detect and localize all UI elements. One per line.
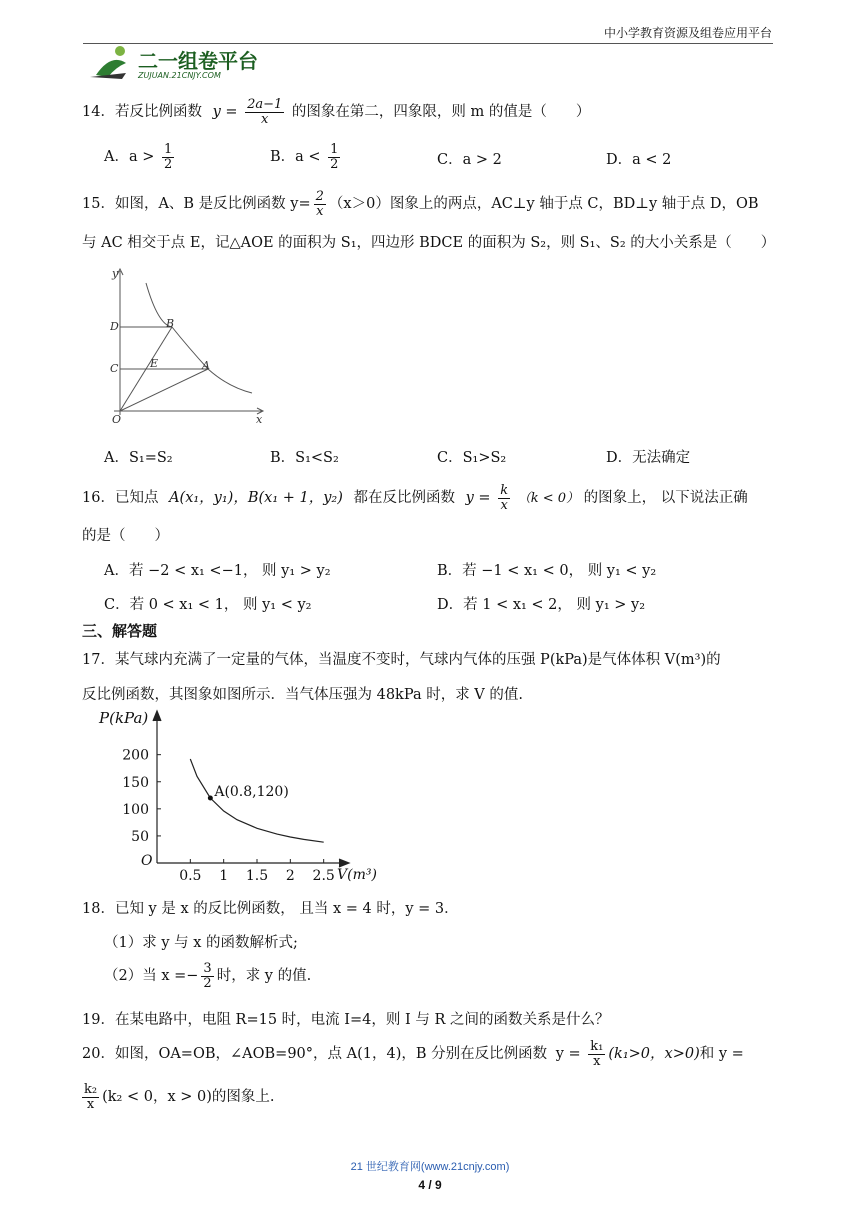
q14-option-b: B．a < $\frac{1}{2}$ [270, 142, 339, 172]
chart-xlabel: V(m³) [337, 867, 377, 883]
q15-stem-line2: 与 AC 相交于点 E，记△AOE 的面积为 S₁，四边形 BDCE 的面积为 S₂，则 S₁、S₂ 的大小关系是（ ） [82, 235, 776, 251]
chart-xtick-label: 1.5 [245, 868, 269, 884]
q15-label-y: y [112, 267, 119, 280]
q14-option-c: C．a > 2 [437, 152, 502, 168]
q15-option-b: B．S₁<S₂ [270, 450, 339, 466]
q15-label-e: E [150, 357, 159, 370]
chart-series-line [190, 759, 323, 842]
q15-figure [110, 265, 270, 425]
chart-point-a [208, 796, 213, 801]
q15-option-d: D．无法确定 [606, 450, 691, 466]
q17-line1: 17．某气球内充满了一定量的气体，当温度不变时，气球内气体的压强 P(kPa)是气体体积 V(m³)的 [82, 652, 721, 668]
logo-cn-text: 二一组卷平台 [138, 49, 258, 73]
q16-option-a: A．若 −2 < x₁ <−1， 则 y₁ > y₂ [104, 563, 331, 579]
q15-label-d: D [110, 320, 119, 333]
chart-ytick-label: 50 [131, 828, 149, 845]
section-heading: 三、解答题 [82, 622, 158, 640]
q16-option-c: C．若 0 < x₁ < 1， 则 y₁ < y₂ [104, 597, 312, 613]
q14-fraction: $\frac{2a-1}{x}$ [247, 97, 283, 127]
q14-option-d: D．a < 2 [606, 152, 672, 168]
logo [86, 43, 276, 85]
q16-option-d: D．若 1 < x₁ < 2， 则 y₁ > y₂ [437, 597, 646, 613]
q19-stem: 19．在某电路中，电阻 R=15 时，电流 I=4，则 I 与 R 之间的函数关系是什么？ [82, 1012, 610, 1028]
logo-en-text: ZUJUAN.21CNJY.COM [138, 71, 221, 80]
q16-stem: 16．已知点 A(x₁，y₁)，B(x₁ + 1，y₂) 都在反比例函数 y = $\frac{k}{x}$ （k < 0） 的图象上， 以下说法正确 [82, 483, 748, 513]
q16-stem-line2: 的是（ ） [82, 528, 169, 544]
chart-ytick-label: 150 [122, 774, 149, 791]
q15-option-a: A．S₁=S₂ [104, 450, 173, 466]
q16-option-b: B．若 −1 < x₁ < 0， 则 y₁ < y₂ [437, 563, 657, 579]
chart-ytick-label: 200 [122, 747, 149, 764]
page-number: 4 / 9 [418, 1178, 442, 1192]
q14-option-a: A．a > $\frac{1}{2}$ [104, 142, 173, 172]
chart-xtick-label: 2 [285, 868, 295, 884]
q18-part1: （1）求 y 与 x 的函数解析式; [104, 935, 298, 951]
q18-stem: 18．已知 y 是 x 的反比例函数， 且当 x = 4 时，y = 3． [82, 901, 459, 917]
q20-line1: 20．如图，OA=OB，∠AOB=90°，点 A(1，4)，B 分别在反比例函数 y = $\frac{\text{k₁}}{x}$ (k₁>0，x>0)和 y = [82, 1039, 744, 1069]
q18-part2: （2）当 x =− $\frac{3}{2}$ 时，求 y 的值. [104, 961, 312, 991]
q15-label-o: O [112, 413, 122, 425]
chart-xtick-label: 1 [219, 868, 229, 884]
q15-label-a: A [202, 359, 210, 372]
q14-stem: 14．若反比例函数 y = $\frac{2a-1}{x}$ 的图象在第二，四象限，则 m 的值是（ ） [82, 97, 591, 127]
chart-ytick-label: 100 [122, 801, 149, 818]
chart-xtick-label: 0.5 [179, 868, 202, 884]
q15-label-c: C [110, 362, 119, 375]
q15-label-b: B [166, 317, 175, 330]
q15-option-c: C．S₁>S₂ [437, 450, 507, 466]
q20-line2: $\frac{\text{k₂}}{x}$ (k₂ < 0，x > 0)的图象上. [84, 1082, 275, 1112]
q17-line2: 反比例函数，其图象如图所示．当气体压强为 48kPa 时，求 V 的值. [82, 687, 524, 703]
chart-point-label: A(0.8,120) [214, 784, 289, 800]
q17-chart [95, 705, 385, 885]
q15-label-x: x [256, 413, 263, 425]
footer-site: 21 世纪教育网(www.21cnjy.com) [350, 1161, 510, 1173]
q15-curve [146, 283, 252, 393]
chart-xtick-label: 2.5 [312, 868, 335, 884]
chart-ylabel: P(kPa) [99, 709, 149, 727]
q15-stem-line1: 15．如图，A、B 是反比例函数 y= $\frac{2}{x}$ （x＞0）图象上的两点，AC⊥y 轴于点 C，BD⊥y 轴于点 D，OB [82, 189, 759, 219]
platform-name: 中小学教育资源及组卷应用平台 [603, 26, 772, 40]
chart-origin: O [141, 853, 153, 869]
